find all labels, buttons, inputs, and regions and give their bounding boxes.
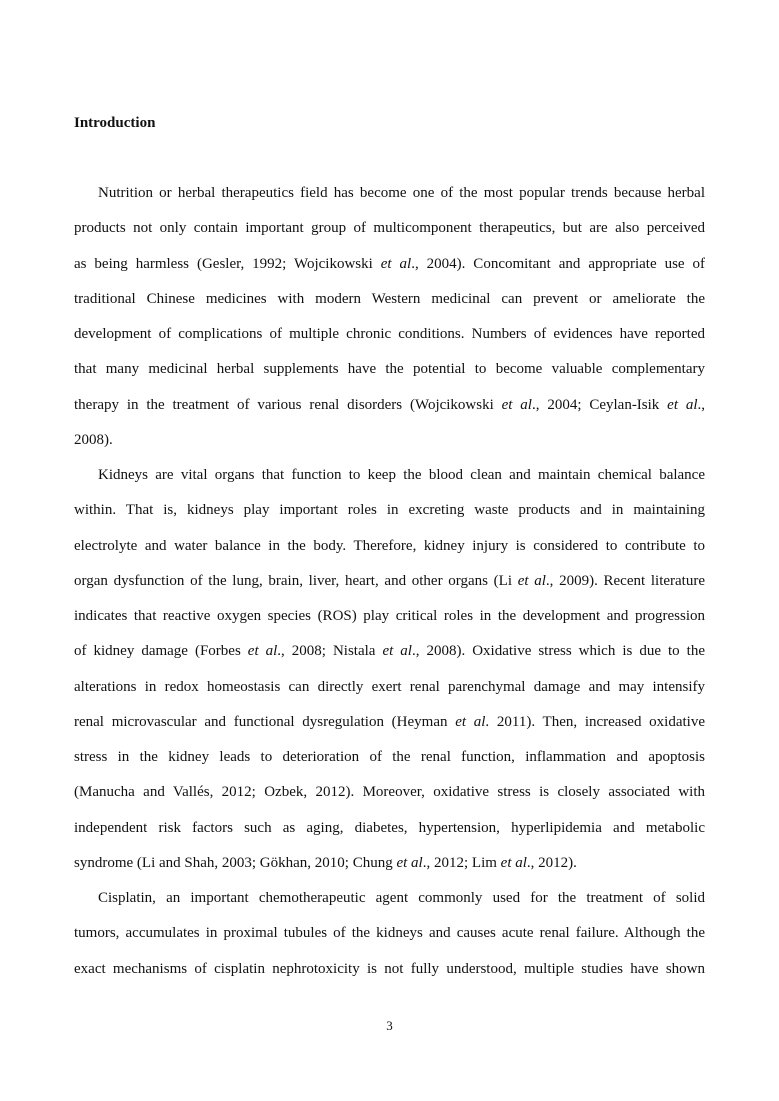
text-line (74, 571, 705, 591)
text-segment: Nutrition or herbal therapeutics field has become one of the most popular trends because herbal (98, 185, 705, 201)
section-heading: Introduction (74, 115, 156, 131)
text-segment: within. That is, kidneys play important roles in excreting waste products and in maintaining (74, 502, 705, 519)
text-segment: ., 2012; Lim (422, 854, 501, 871)
text-segment: syndrome (Li and Shah, 2003; Gökhan, 2010; Chung (74, 854, 397, 871)
italic-text: et al (500, 854, 527, 871)
text-line (98, 465, 705, 485)
italic-text: et al (380, 255, 412, 272)
text-segment: . 2011). Then, increased oxidative (485, 713, 705, 730)
text-line (74, 923, 705, 943)
page-number: 3 (386, 1018, 393, 1033)
text-segment: renal microvascular and functional dysregulation (Heyman (74, 713, 456, 730)
text-segment: traditional Chinese medicines with modern Western medicinal can prevent or ameliorate the (74, 290, 705, 307)
text-segment: 2008). (74, 431, 113, 448)
text-segment: products not only contain important group of multicomponent therapeutics, but are also perceived (74, 220, 705, 237)
text-line (74, 218, 705, 238)
text-segment: ., 2008). Oxidative stress which is due to the (411, 643, 705, 660)
text-segment: (Manucha and Vallés, 2012; Ozbek, 2012). Moreover, oxidative stress is closely associated with (74, 784, 705, 801)
text-line (74, 430, 705, 450)
text-segment: organ dysfunction of the lung, brain, liver, heart, and other organs (Li (74, 572, 518, 589)
text-line (74, 500, 705, 520)
italic-text: et al (382, 643, 412, 660)
text-segment: therapy in the treatment of various renal disorders (Wojcikowski (74, 396, 502, 413)
text-segment: of kidney damage (Forbes (74, 643, 248, 660)
text-segment: as being harmless (Gesler, 1992; Wojcikowski (74, 255, 381, 272)
text-segment: ., 2009). Recent literature (545, 572, 705, 589)
text-line (74, 818, 705, 838)
text-line (74, 782, 705, 802)
text-line (74, 606, 705, 626)
text-segment: tumors, accumulates in proximal tubules of the kidneys and causes acute renal failure. Although the (74, 925, 705, 942)
text-line (74, 641, 705, 661)
text-line (74, 853, 705, 873)
italic-text: et al (455, 713, 486, 730)
text-line (74, 712, 705, 732)
italic-text: et al (247, 643, 278, 660)
text-segment: electrolyte and water balance in the body. Therefore, kidney injury is considered to contribute to (74, 537, 705, 554)
text-segment: that many medicinal herbal supplements have the potential to become valuable complementary (74, 361, 705, 378)
text-line (74, 747, 705, 767)
text-line (74, 677, 705, 697)
text-line (98, 888, 705, 908)
text-segment: ., 2004). Concomitant and appropriate use of (411, 255, 705, 272)
text-line (74, 536, 705, 556)
text-line (74, 395, 705, 415)
italic-text: et al (396, 854, 423, 871)
text-line (74, 359, 705, 379)
text-segment: indicates that reactive oxygen species (ROS) play critical roles in the development and progression (74, 608, 705, 624)
text-line (74, 289, 705, 309)
text-line (74, 254, 705, 274)
italic-text: et al (667, 396, 698, 413)
text-segment: independent risk factors such as aging, diabetes, hypertension, hyperlipidemia and metabolic (74, 819, 705, 836)
text-segment: stress in the kidney leads to deterioration of the renal function, inflammation and apoptosis (74, 749, 705, 765)
text-line (74, 324, 705, 344)
text-segment: alterations in redox homeostasis can directly exert renal parenchymal damage and may intensify (74, 678, 705, 695)
text-segment: Cisplatin, an important chemotherapeutic agent commonly used for the treatment of solid (98, 890, 705, 906)
text-line (74, 959, 705, 979)
text-segment: ., 2008; Nistala (277, 643, 383, 660)
italic-text: et al (517, 572, 546, 589)
text-segment: exact mechanisms of cisplatin nephrotoxicity is not fully understood, multiple studies have shown (74, 960, 705, 977)
text-segment: development of complications of multiple chronic conditions. Numbers of evidences have reported (74, 326, 705, 342)
text-segment: ., (697, 396, 705, 413)
text-segment: ., 2012). (526, 854, 577, 871)
italic-text: et al (501, 396, 532, 413)
text-segment: ., 2004; Ceylan-Isik (531, 396, 668, 413)
text-line (98, 183, 705, 203)
text-segment: Kidneys are vital organs that function to keep the blood clean and maintain chemical balance (98, 467, 705, 483)
